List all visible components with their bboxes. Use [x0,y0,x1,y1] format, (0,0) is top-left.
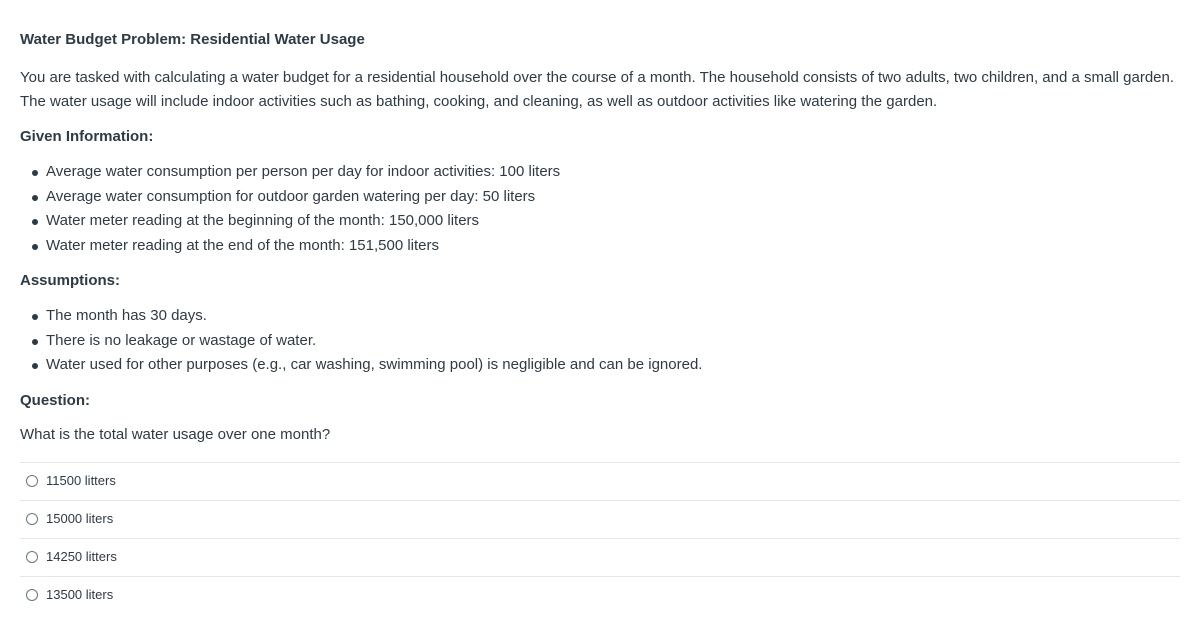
list-item: Water meter reading at the beginning of the month: 150,000 liters [30,209,1180,234]
radio-button-icon[interactable] [26,589,38,601]
answer-option-4[interactable] [20,577,1180,614]
answer-label: 13500 liters [46,587,114,602]
answer-option-2[interactable] [20,501,1180,539]
answer-option-3[interactable] [20,539,1180,577]
list-item: The month has 30 days. [30,304,1180,329]
list-item: Average water consumption for outdoor garden watering per day: 50 liters [30,185,1180,210]
answer-label: 14250 litters [46,549,117,564]
question-text: What is the total water usage over one month? [20,425,331,443]
assumptions-heading: Assumptions: [20,272,121,289]
intro-paragraph: You are tasked with calculating a water budget for a residential household over the course of a month. The household consists of two adults, two children, and a small garden. The water usage will include indoor activities such as bathing, cooking, and cleaning, as well as outdoor activities like watering the garden. [20,69,1175,110]
given-information-heading: Given Information: [20,128,154,145]
assumptions-list [20,304,1180,378]
answer-label: 15000 liters [46,511,114,526]
radio-button-icon[interactable] [26,475,38,487]
list-item: There is no leakage or wastage of water. [30,329,1180,354]
list-item: Average water consumption per person per day for indoor activities: 100 liters [30,160,1180,185]
list-item: Water meter reading at the end of the month: 151,500 liters [30,234,1180,259]
question-heading: Question: [20,391,90,409]
radio-button-icon[interactable] [26,513,38,525]
radio-button-icon[interactable] [26,551,38,563]
question-title: Water Budget Problem: Residential Water Usage [20,31,365,48]
given-information-list [20,160,1180,258]
answer-label: 11500 litters [46,473,116,488]
answer-option-1[interactable] [20,463,1180,501]
answer-options [20,462,1180,614]
list-item: Water used for other purposes (e.g., car washing, swimming pool) is negligible and can be ignored. [30,353,1180,378]
